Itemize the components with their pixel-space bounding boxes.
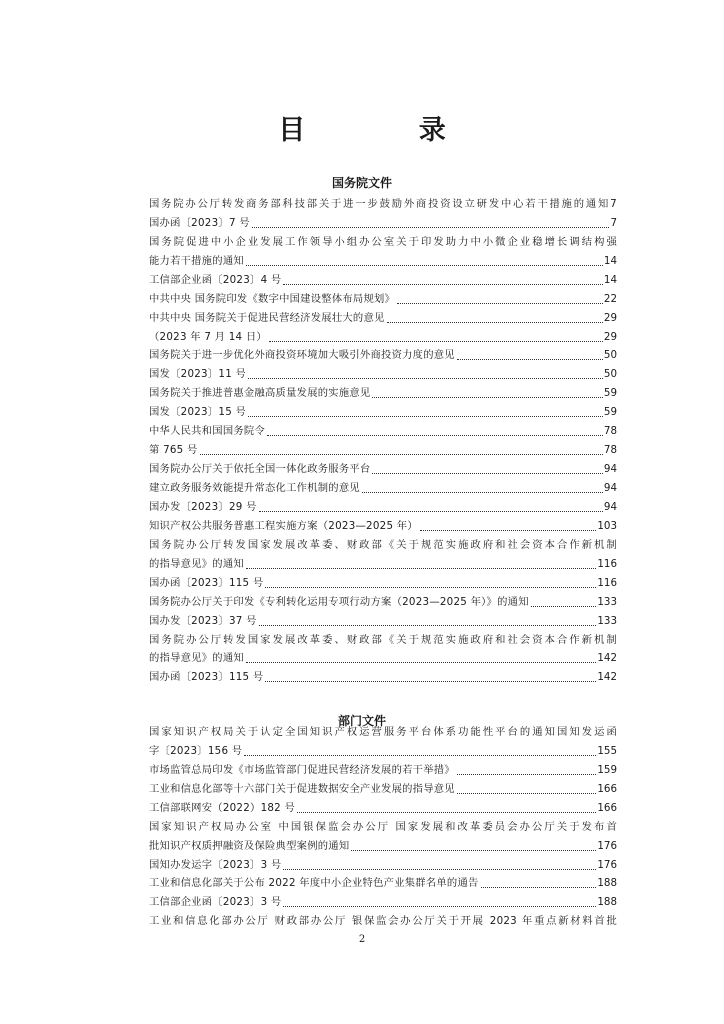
toc-entry-page: 94 [603, 463, 617, 476]
toc-entry-page: 133 [597, 595, 617, 608]
toc-entry[interactable] [149, 853, 617, 872]
toc-entry-title: 能力若干措施的通知 [149, 254, 244, 267]
toc-entry-title: 国家知识产权局办公室 中国银保监会办公厅 国家发展和改革委员会办公厅关于发布首 [149, 820, 617, 833]
toc-entry-page: 59 [603, 387, 617, 400]
dot-leader [283, 905, 596, 907]
dot-leader [200, 453, 603, 455]
toc-entry-title: 的指导意见》的通知 [149, 652, 244, 665]
toc-entry-title: 字〔2023〕156 号 [149, 744, 243, 757]
toc-entry-page: 50 [603, 368, 617, 381]
toc-entry[interactable] [149, 647, 617, 666]
dot-leader [259, 624, 597, 626]
toc-entry-title: 中华人民共和国国务院令 [149, 425, 266, 438]
toc-entry[interactable] [149, 909, 617, 928]
toc-entry[interactable] [149, 476, 617, 495]
toc-entry-page: 188 [597, 896, 617, 909]
toc-entry-title: 建立政务服务效能提升常态化工作机制的意见 [149, 482, 360, 494]
dot-leader [259, 510, 603, 512]
toc-entry-page: 50 [603, 349, 617, 362]
toc-entry-title: 工信部企业函〔2023〕4 号 [149, 273, 282, 286]
dot-leader [457, 358, 603, 360]
dot-leader [297, 811, 596, 813]
dot-leader [372, 396, 602, 398]
toc-entry[interactable] [149, 720, 617, 739]
toc-entry-title: 国务院关于进一步优化外商投资环境加大吸引外商投资力度的意见 [149, 349, 455, 362]
toc-entry-page: 94 [603, 482, 617, 494]
toc-entry-title: 第 765 号 [149, 444, 198, 457]
toc-entry[interactable] [149, 890, 617, 909]
toc-entry-title: 国务院办公厅转发国家发展改革委、财政部《关于规范实施政府和社会资本合作新机制 [149, 633, 617, 646]
toc-entry-page: 29 [603, 311, 617, 324]
toc-entry[interactable] [149, 325, 617, 344]
dot-leader [248, 415, 603, 417]
toc-entry[interactable] [149, 268, 617, 287]
toc-entry[interactable] [149, 533, 617, 552]
toc-entry[interactable] [149, 419, 617, 438]
toc-entry[interactable] [149, 287, 617, 306]
dot-leader [246, 567, 596, 569]
toc-entry-title: 国发〔2023〕15 号 [149, 406, 247, 419]
toc-entry-page: 176 [597, 858, 617, 871]
dot-leader [246, 661, 596, 663]
dot-leader [457, 773, 596, 775]
toc-entry-title: 工业和信息化部办公厅 财政部办公厅 银保监会办公厅关于开展 2023 年重点新材料首批 [149, 915, 617, 928]
dot-leader [481, 886, 597, 888]
page-title: 目 录 [278, 115, 498, 146]
dot-leader [457, 792, 596, 794]
toc-entry-title: 国办函〔2023〕115 号 [149, 576, 264, 589]
toc-entry-title: 的指导意见》的通知 [149, 557, 244, 570]
toc-entry-page: 116 [597, 557, 617, 570]
dot-leader [246, 264, 603, 266]
toc-entry-page: 155 [597, 744, 617, 757]
toc-entry-title: 国办函〔2023〕7 号 [149, 216, 250, 229]
toc-entry-title: 市场监管总局印发《市场监管部门促进民营经济发展的若干举措》 [149, 763, 455, 776]
toc-entry[interactable] [149, 457, 617, 476]
toc-entry-page: 29 [603, 330, 617, 343]
toc-entry-page: 78 [603, 444, 617, 457]
toc-entry-page: 94 [603, 500, 617, 513]
toc-entry-title: 批知识产权质押融资及保险典型案例的通知 [149, 839, 350, 852]
dot-leader [397, 302, 603, 304]
toc-entry[interactable] [149, 758, 617, 777]
toc-entry[interactable] [149, 230, 617, 249]
toc-entry[interactable] [149, 362, 617, 381]
toc-entry-title: 国办发〔2023〕37 号 [149, 614, 257, 627]
toc-entry[interactable] [149, 796, 617, 815]
toc-entry-title: 工业和信息化部关于公布 2022 年度中小企业特色产业集群名单的通告 [149, 877, 479, 890]
toc-entry-page: 103 [597, 519, 617, 532]
toc-entry-title: 工信部企业函〔2023〕3 号 [149, 896, 282, 909]
dot-leader [387, 321, 603, 323]
toc-entry[interactable] [149, 590, 617, 609]
dot-leader [420, 529, 596, 531]
toc-entry-title: （2023 年 7 月 14 日） [149, 330, 267, 343]
toc-entry[interactable] [149, 739, 617, 758]
toc-entry-page: 188 [597, 877, 617, 890]
dot-leader [265, 586, 596, 588]
toc-entry[interactable] [149, 211, 617, 230]
dot-leader [265, 680, 596, 682]
dot-leader [362, 491, 603, 493]
toc-entry-page: 142 [597, 671, 617, 684]
toc-entry[interactable] [149, 834, 617, 853]
toc-entry-title: 工业和信息化部等十六部门关于促进数据安全产业发展的指导意见 [149, 782, 455, 795]
toc-entry[interactable] [149, 628, 617, 647]
toc-entry[interactable] [149, 552, 617, 571]
toc-entry[interactable] [149, 571, 617, 590]
toc-entry-page: 22 [603, 292, 617, 305]
toc-entry-title: 国办函〔2023〕115 号 [149, 671, 264, 684]
dot-leader [372, 472, 602, 474]
toc-entry[interactable] [149, 400, 617, 419]
dot-leader [248, 377, 603, 379]
toc-entry[interactable] [149, 815, 617, 834]
toc-entry[interactable] [149, 344, 617, 363]
toc-entry-title: 国务院办公厅转发国家发展改革委、财政部《关于规范实施政府和社会资本合作新机制 [149, 538, 617, 551]
toc-entry-title: 国知办发运字〔2023〕3 号 [149, 858, 282, 871]
toc-entry-page: 142 [597, 652, 617, 665]
toc-entry[interactable] [149, 777, 617, 796]
toc-list-departments [149, 720, 617, 928]
toc-entry[interactable] [149, 192, 617, 211]
section-heading-state-council: 国务院文件 [331, 176, 392, 190]
dot-leader [269, 340, 603, 342]
toc-entry-title: 国务院促进中小企业发展工作领导小组办公室关于印发助力中小微企业稳增长调结构强 [149, 235, 617, 248]
toc-entry[interactable] [149, 495, 617, 514]
toc-entry-page: 14 [603, 273, 617, 286]
toc-entry-title: 国务院办公厅转发商务部科技部关于进一步鼓励外商投资设立研发中心若干措施的通知7 [149, 197, 617, 210]
toc-entry-title: 中共中央 国务院关于促进民营经济发展壮大的意见 [149, 311, 385, 324]
toc-entry[interactable] [149, 249, 617, 268]
toc-entry[interactable] [149, 306, 617, 325]
dot-leader [252, 226, 610, 228]
toc-entry-title: 知识产权公共服务普惠工程实施方案（2023—2025 年） [149, 519, 418, 532]
toc-entry-page: 14 [603, 254, 617, 267]
toc-entry-title: 国务院办公厅关于印发《专利转化运用专项行动方案（2023—2025 年）》的通知 [149, 595, 529, 608]
toc-entry[interactable] [149, 665, 617, 684]
dot-leader [531, 605, 597, 607]
toc-entry-page: 166 [597, 782, 617, 795]
toc-entry-page: 133 [597, 614, 617, 627]
toc-entry-page: 78 [603, 425, 617, 438]
toc-entry[interactable] [149, 381, 617, 400]
dot-leader [267, 434, 603, 436]
toc-entry-title: 国务院关于推进普惠金融高质量发展的实施意见 [149, 387, 371, 400]
toc-entry[interactable] [149, 514, 617, 533]
toc-entry-page: 59 [603, 406, 617, 419]
toc-entry-title: 工信部联网安（2022）182 号 [149, 801, 296, 814]
dot-leader [283, 868, 596, 870]
dot-leader [283, 283, 602, 285]
toc-entry-page: 116 [597, 576, 617, 589]
toc-entry[interactable] [149, 609, 617, 628]
toc-list-state-council [149, 192, 617, 684]
toc-entry-title: 国务院办公厅关于依托全国一体化政务服务平台 [149, 463, 371, 476]
page-number: 2 [358, 934, 366, 945]
toc-entry-title: 国家知识产权局关于认定全国知识产权运营服务平台体系功能性平台的通知国知发运函 [149, 725, 617, 738]
dot-leader [351, 849, 596, 851]
section-heading-departments: 部门文件 [337, 714, 386, 728]
toc-entry[interactable] [149, 438, 617, 457]
toc-entry-title: 国办发〔2023〕29 号 [149, 500, 257, 513]
dot-leader [244, 754, 596, 756]
toc-entry-title: 国发〔2023〕11 号 [149, 368, 247, 381]
toc-entry-page: 159 [597, 763, 617, 776]
toc-entry-page: 7 [610, 216, 617, 229]
toc-entry-title: 中共中央 国务院印发《数字中国建设整体布局规划》 [149, 292, 396, 305]
toc-entry[interactable] [149, 872, 617, 891]
toc-entry-page: 176 [597, 839, 617, 852]
toc-entry-page: 166 [597, 801, 617, 814]
